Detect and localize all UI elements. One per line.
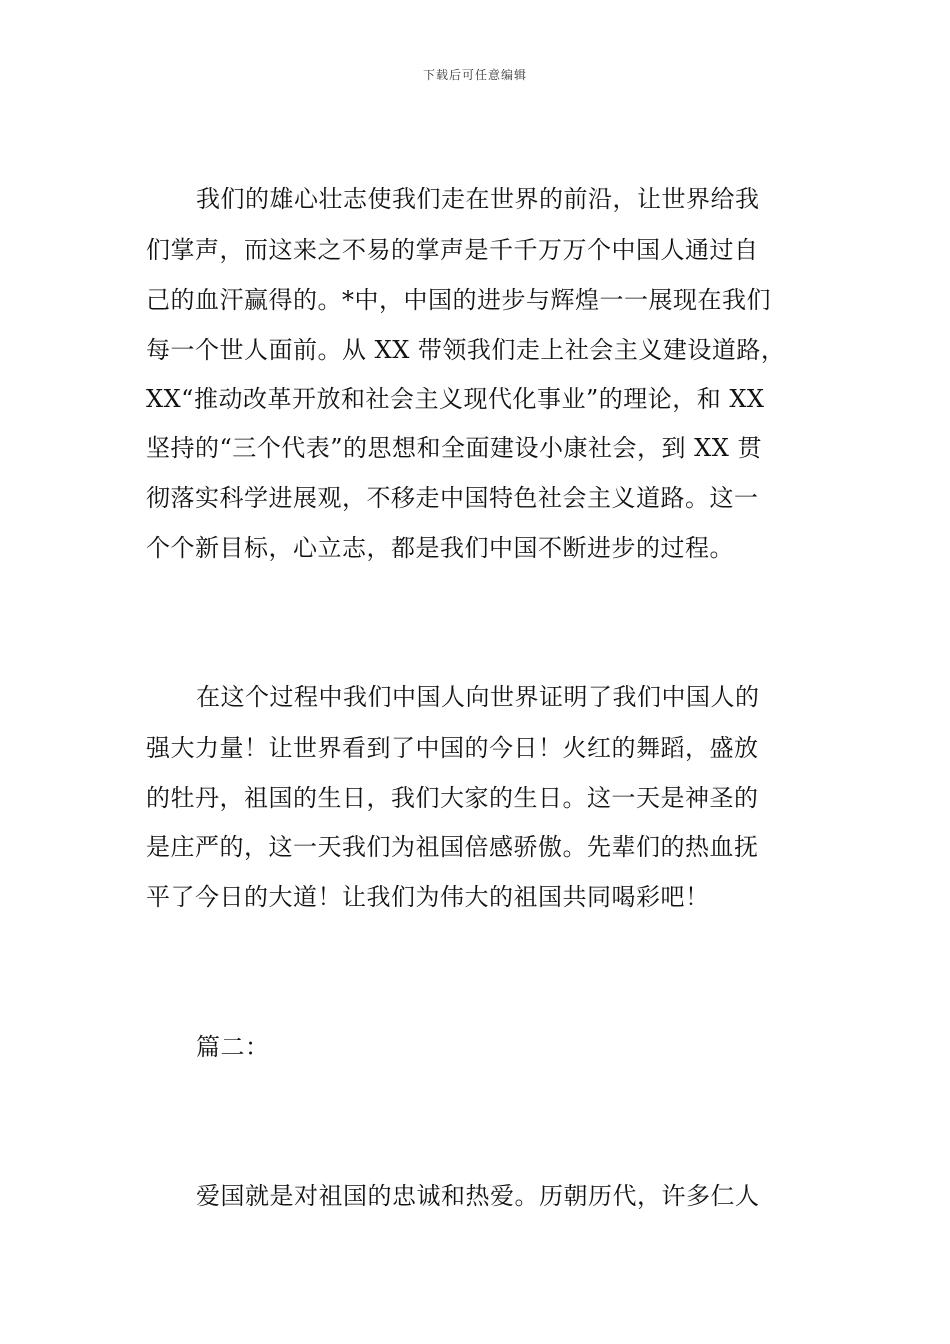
paragraph-1-line-3: 己的血汗赢得的。*中，中国的进步与辉煌一一展现在我们: [146, 286, 771, 314]
paragraph-1-line-2: 们掌声，而这来之不易的掌声是千千万万个中国人通过自: [146, 236, 759, 264]
paragraph-2-line-2: 强大力量！让世界看到了中国的今日！火红的舞蹈，盛放: [146, 734, 759, 762]
paragraph-2-line-4: 是庄严的，这一天我们为祖国倍感骄傲。先辈们的热血抚: [146, 833, 759, 861]
section-heading: 篇二：: [196, 1033, 270, 1061]
paragraph-1-line-7: 彻落实科学进展观，不移走中国特色社会主义道路。这一: [146, 484, 759, 512]
paragraph-2-line-3: 的牡丹，祖国的生日，我们大家的生日。这一天是神圣的: [146, 784, 759, 812]
paragraph-1-line-8: 个个新目标，心立志，都是我们中国不断进步的过程。: [146, 534, 734, 562]
page-header: 下载后可任意编辑: [422, 68, 527, 82]
paragraph-1-line-6: 坚持的“三个代表”的思想和全面建设小康社会，到 XX 贯: [146, 434, 762, 462]
paragraph-1-line-1: 我们的雄心壮志使我们走在世界的前沿，让世界给我: [196, 185, 760, 213]
paragraph-3-line-1: 爱国就是对祖国的忠诚和热爱。历朝历代，许多仁人: [196, 1182, 760, 1210]
paragraph-2-line-1: 在这个过程中我们中国人向世界证明了我们中国人的: [196, 683, 760, 711]
paragraph-2-line-5: 平了今日的大道！让我们为伟大的祖国共同喝彩吧！: [146, 883, 710, 911]
paragraph-1-line-5: XX“推动改革开放和社会主义现代化事业”的理论，和 XX: [146, 385, 765, 413]
paragraph-1-line-4: 每一个世人面前。从 XX 带领我们走上社会主义建设道路，: [146, 336, 786, 364]
